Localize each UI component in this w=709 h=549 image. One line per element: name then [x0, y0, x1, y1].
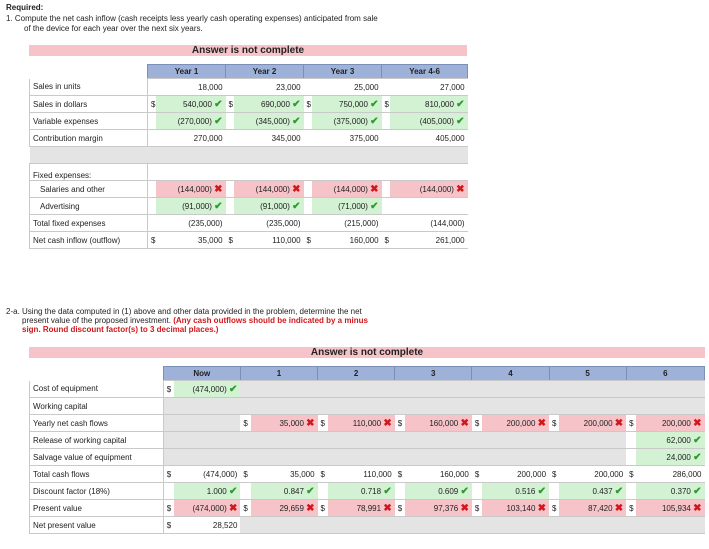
cell: 23,000: [234, 79, 304, 96]
cell: 200,000: [559, 466, 626, 483]
check-icon: ✔: [456, 115, 465, 127]
answer-input[interactable]: 540,000 ✔: [156, 96, 226, 113]
cross-icon: ✖: [456, 183, 465, 195]
check-icon: ✔: [370, 200, 379, 212]
col-year-4-6: Year 4-6: [382, 65, 468, 79]
answer-input[interactable]: (144,000) ✖: [312, 181, 382, 198]
answer-input[interactable]: (405,000) ✔: [390, 113, 468, 130]
answer-input[interactable]: 0.847 ✔: [251, 483, 318, 500]
check-icon: ✔: [229, 485, 238, 497]
answer-input[interactable]: 110,000 ✖: [328, 415, 395, 432]
cross-icon: ✖: [614, 417, 624, 429]
row-label: Discount factor (18%): [30, 483, 164, 500]
cross-icon: ✖: [460, 502, 469, 514]
cross-icon: ✖: [383, 417, 392, 429]
col-1: 1: [240, 367, 317, 381]
question-2a-line1: 2-a. Using the data computed in (1) above and other data provided in the problem, determine the net: [6, 307, 362, 316]
cell: (215,000): [312, 215, 382, 232]
table-row: [30, 96, 468, 113]
answer-input[interactable]: 690,000 ✔: [234, 96, 304, 113]
table-row: [30, 130, 468, 147]
dollar-sign: $: [626, 500, 636, 517]
row-label: Advertising: [30, 198, 148, 215]
npv-table: [29, 366, 705, 534]
table-row: [30, 215, 468, 232]
cell: 160,000: [312, 232, 382, 249]
dollar-sign: $: [382, 96, 390, 113]
answer-status-banner-1: Answer is not complete: [29, 45, 467, 56]
answer-input[interactable]: 78,991 ✖: [328, 500, 395, 517]
cell: 160,000: [405, 466, 472, 483]
row-label: Salaries and other: [30, 181, 148, 198]
row-label: Sales in dollars: [30, 96, 148, 113]
dollar-sign: $: [163, 381, 173, 398]
cross-icon: ✖: [306, 502, 315, 514]
answer-input[interactable]: 103,140 ✖: [482, 500, 549, 517]
table-row: [30, 232, 468, 249]
row-label: Variable expenses: [30, 113, 148, 130]
dollar-sign: $: [304, 232, 312, 249]
col-6: 6: [626, 367, 704, 381]
answer-input[interactable]: 0.370 ✔: [636, 483, 704, 500]
row-label: Release of working capital: [30, 432, 164, 449]
answer-input[interactable]: 105,934 ✖: [636, 500, 704, 517]
row-label: Total cash flows: [30, 466, 164, 483]
cross-icon: ✖: [614, 502, 624, 514]
check-icon: ✔: [614, 485, 624, 497]
row-label: Contribution margin: [30, 130, 148, 147]
answer-input[interactable]: (144,000) ✖: [156, 181, 226, 198]
row-label: Fixed expenses:: [30, 164, 148, 181]
cell: (144,000): [390, 215, 468, 232]
check-icon: ✔: [370, 115, 379, 127]
question-2a-line2: present value of the proposed investment. (Any cash outflows should be indicated by a minus: [22, 316, 368, 325]
col-4: 4: [472, 367, 549, 381]
cell: 345,000: [234, 130, 304, 147]
row-label: Cost of equipment: [30, 381, 164, 398]
answer-input[interactable]: (270,000) ✔: [156, 113, 226, 130]
separator-row: [30, 147, 468, 164]
table-row: [30, 381, 705, 398]
answer-input[interactable]: (345,000) ✔: [234, 113, 304, 130]
answer-input[interactable]: 160,000 ✖: [405, 415, 472, 432]
question-1-line1: 1. Compute the net cash inflow (cash receipts less yearly cash operating expenses) anticipated from sale: [6, 14, 378, 23]
answer-input[interactable]: (71,000) ✔: [312, 198, 382, 215]
row-label: Yearly net cash flows: [30, 415, 164, 432]
answer-input[interactable]: (91,000) ✔: [156, 198, 226, 215]
table-row: [30, 198, 468, 215]
row-label: Working capital: [30, 398, 164, 415]
dollar-sign: $: [318, 500, 328, 517]
col-year-1: Year 1: [148, 65, 226, 79]
cell: (474,000): [174, 466, 241, 483]
dollar-sign: $: [304, 96, 312, 113]
dollar-sign: $: [395, 466, 405, 483]
cross-icon: ✖: [229, 502, 238, 514]
dollar-sign: $: [240, 466, 250, 483]
cross-icon: ✖: [693, 502, 702, 514]
check-icon: ✔: [214, 98, 223, 110]
cell: (235,000): [156, 215, 226, 232]
answer-input[interactable]: [390, 198, 468, 215]
dollar-sign: $: [395, 500, 405, 517]
answer-input[interactable]: 97,376 ✖: [405, 500, 472, 517]
check-icon: ✔: [693, 485, 702, 497]
table-row: [30, 79, 468, 96]
cell: 200,000: [482, 466, 549, 483]
table-row: [30, 483, 705, 500]
dollar-sign: $: [318, 466, 328, 483]
question-1-line2: of the device for each year over the next six years.: [24, 24, 203, 33]
dollar-sign: $: [163, 500, 173, 517]
answer-input[interactable]: 24,000 ✔: [636, 449, 704, 466]
check-icon: ✔: [460, 485, 469, 497]
table-row: [30, 449, 705, 466]
cross-icon: ✖: [383, 502, 392, 514]
cell: 35,000: [156, 232, 226, 249]
dollar-sign: $: [472, 500, 482, 517]
answer-status-banner-2: Answer is not complete: [29, 347, 705, 358]
cross-icon: ✖: [460, 417, 469, 429]
cell: 270,000: [156, 130, 226, 147]
answer-input[interactable]: (474,000) ✖: [174, 500, 241, 517]
cross-icon: ✖: [292, 183, 301, 195]
check-icon: ✔: [214, 115, 223, 127]
answer-input[interactable]: 1.000 ✔: [174, 483, 241, 500]
dollar-sign: $: [226, 96, 234, 113]
col-5: 5: [549, 367, 626, 381]
dollar-sign: $: [549, 500, 559, 517]
table-row: [30, 181, 468, 198]
table-row: [30, 500, 705, 517]
check-icon: ✔: [693, 434, 702, 446]
check-icon: ✔: [693, 451, 702, 463]
answer-input[interactable]: 29,659 ✖: [251, 500, 318, 517]
answer-input[interactable]: 200,000 ✖: [559, 415, 626, 432]
answer-input[interactable]: 87,420 ✖: [559, 500, 626, 517]
dollar-sign: $: [226, 232, 234, 249]
question-2a-line3: sign. Round discount factor(s) to 3 decimal places.): [22, 325, 219, 334]
check-icon: ✔: [370, 98, 379, 110]
check-icon: ✔: [229, 383, 238, 395]
dollar-sign: $: [549, 466, 559, 483]
cell: 18,000: [156, 79, 226, 96]
table1-header-row: [30, 65, 468, 79]
answer-input[interactable]: 35,000 ✖: [251, 415, 318, 432]
answer-input[interactable]: (375,000) ✔: [312, 113, 382, 130]
col-2: 2: [318, 367, 395, 381]
cross-icon: ✖: [693, 417, 702, 429]
answer-input[interactable]: 200,000 ✖: [482, 415, 549, 432]
table-row: [30, 517, 705, 534]
row-label: Sales in units: [30, 79, 148, 96]
table-row: [30, 415, 705, 432]
dollar-sign: $: [163, 466, 173, 483]
answer-input[interactable]: (144,000) ✖: [234, 181, 304, 198]
cell: 27,000: [390, 79, 468, 96]
cell: 375,000: [312, 130, 382, 147]
col-now: Now: [163, 367, 240, 381]
cash-inflow-table: [29, 64, 468, 249]
check-icon: ✔: [537, 485, 547, 497]
cell: 28,520: [174, 517, 241, 534]
dollar-sign: $: [472, 415, 482, 432]
row-label: Total fixed expenses: [30, 215, 148, 232]
cross-icon: ✖: [537, 417, 547, 429]
col-year-2: Year 2: [226, 65, 304, 79]
check-icon: ✔: [292, 200, 301, 212]
cell: (235,000): [234, 215, 304, 232]
col-year-3: Year 3: [304, 65, 382, 79]
cell: 286,000: [636, 466, 704, 483]
table-row: [30, 164, 468, 181]
row-label: Salvage value of equipment: [30, 449, 164, 466]
table-row: [30, 432, 705, 449]
answer-input[interactable]: (144,000) ✖: [390, 181, 468, 198]
check-icon: ✔: [292, 115, 301, 127]
cross-icon: ✖: [214, 183, 223, 195]
check-icon: ✔: [292, 98, 301, 110]
answer-input[interactable]: 0.609 ✔: [405, 483, 472, 500]
row-label: Net present value: [30, 517, 164, 534]
answer-input[interactable]: 0.437 ✔: [559, 483, 626, 500]
required-heading: Required:: [6, 3, 44, 12]
answer-input[interactable]: (474,000) ✔: [174, 381, 241, 398]
col-3: 3: [395, 367, 472, 381]
table-row: [30, 398, 705, 415]
answer-input[interactable]: (91,000) ✔: [234, 198, 304, 215]
cell: 261,000: [390, 232, 468, 249]
answer-input[interactable]: 750,000 ✔: [312, 96, 382, 113]
dollar-sign: $: [626, 466, 636, 483]
dollar-sign: $: [163, 517, 173, 534]
row-label: Net cash inflow (outflow): [30, 232, 148, 249]
dollar-sign: $: [382, 232, 390, 249]
check-icon: ✔: [214, 200, 223, 212]
check-icon: ✔: [456, 98, 465, 110]
answer-input[interactable]: 810,000 ✔: [390, 96, 468, 113]
dollar-sign: $: [148, 96, 156, 113]
cell: 405,000: [390, 130, 468, 147]
dollar-sign: $: [240, 415, 250, 432]
dollar-sign: $: [549, 415, 559, 432]
dollar-sign: $: [240, 500, 250, 517]
cross-icon: ✖: [537, 502, 547, 514]
answer-input[interactable]: 200,000 ✖: [636, 415, 704, 432]
cell: 35,000: [251, 466, 318, 483]
answer-input[interactable]: 0.718 ✔: [328, 483, 395, 500]
dollar-sign: $: [472, 466, 482, 483]
check-icon: ✔: [383, 485, 392, 497]
cross-icon: ✖: [306, 417, 315, 429]
dollar-sign: $: [148, 232, 156, 249]
cell: 110,000: [328, 466, 395, 483]
answer-input[interactable]: 0.516 ✔: [482, 483, 549, 500]
answer-input[interactable]: 62,000 ✔: [636, 432, 704, 449]
table-row: [30, 113, 468, 130]
row-label: Present value: [30, 500, 164, 517]
table2-header-row: [30, 367, 705, 381]
cross-icon: ✖: [370, 183, 379, 195]
table-row: [30, 466, 705, 483]
cell: 25,000: [312, 79, 382, 96]
dollar-sign: $: [626, 415, 636, 432]
cell: 110,000: [234, 232, 304, 249]
dollar-sign: $: [318, 415, 328, 432]
dollar-sign: $: [395, 415, 405, 432]
check-icon: ✔: [306, 485, 315, 497]
